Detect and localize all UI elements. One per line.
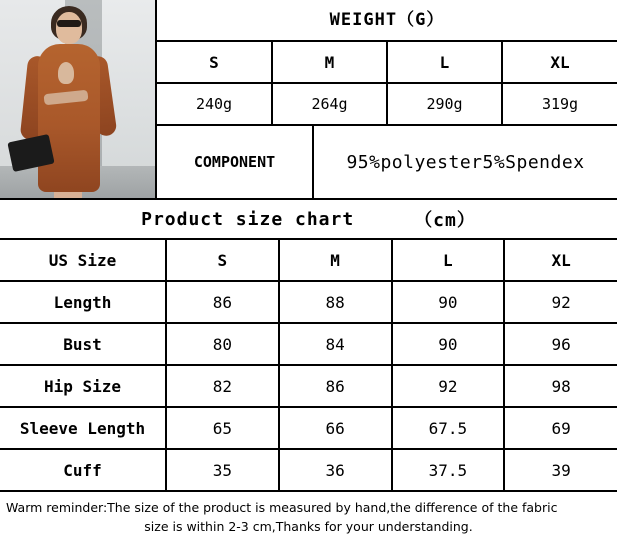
table-header-row: [0, 240, 617, 281]
table-row: [157, 41, 617, 83]
row-label-bust: Bust: [0, 323, 166, 365]
table-row: [0, 281, 617, 323]
cell-hip-l: 92: [392, 365, 505, 407]
top-section: [0, 0, 617, 198]
cell-cuff-xl: 39: [504, 449, 617, 491]
cell-sleeve-s: 65: [166, 407, 279, 449]
dress-keyhole-cutout: [58, 62, 74, 84]
col-header-l: L: [392, 240, 505, 281]
col-header-m: M: [279, 240, 392, 281]
cell-cuff-m: 36: [279, 449, 392, 491]
cell-sleeve-m: 66: [279, 407, 392, 449]
weight-title: WEIGHT（G）: [329, 10, 445, 30]
cell-hip-xl: 98: [504, 365, 617, 407]
cell-length-l: 90: [392, 281, 505, 323]
page-title: Product size chart: [141, 208, 355, 230]
weight-value-l: 290g: [387, 83, 502, 124]
row-label-sleeve-length: Sleeve Length: [0, 407, 166, 449]
col-header-us-size: US Size: [0, 240, 166, 281]
weight-table: [157, 40, 617, 124]
cell-hip-s: 82: [166, 365, 279, 407]
model-head: [56, 12, 82, 44]
note-line-2: size is within 2-3 cm,Thanks for your understanding.: [144, 519, 473, 535]
cell-cuff-l: 37.5: [392, 449, 505, 491]
col-header-s: S: [166, 240, 279, 281]
product-photo: [0, 0, 155, 198]
table-row: [0, 449, 617, 491]
size-chart-title-row: [0, 198, 617, 240]
weight-size-xl: XL: [502, 41, 617, 83]
cell-sleeve-xl: 69: [504, 407, 617, 449]
component-label: COMPONENT: [157, 126, 314, 198]
cell-bust-m: 84: [279, 323, 392, 365]
cell-hip-m: 86: [279, 365, 392, 407]
cell-length-s: 86: [166, 281, 279, 323]
table-row: [0, 365, 617, 407]
size-chart-unit: （cm）: [414, 210, 476, 231]
row-label-hip-size: Hip Size: [0, 365, 166, 407]
weight-size-m: M: [272, 41, 387, 83]
table-row: [157, 83, 617, 124]
cell-bust-s: 80: [166, 323, 279, 365]
warm-reminder-note: [0, 492, 617, 537]
row-label-cuff: Cuff: [0, 449, 166, 491]
table-row: [0, 323, 617, 365]
col-header-xl: XL: [504, 240, 617, 281]
weight-value-m: 264g: [272, 83, 387, 124]
size-chart-table: [0, 240, 617, 492]
cell-length-m: 88: [279, 281, 392, 323]
row-label-length: Length: [0, 281, 166, 323]
note-line-1: Warm reminder:The size of the product is measured by hand,the difference of the fabric: [6, 500, 558, 515]
cell-sleeve-l: 67.5: [392, 407, 505, 449]
weight-size-l: L: [387, 41, 502, 83]
cell-bust-l: 90: [392, 323, 505, 365]
sunglasses-icon: [57, 20, 81, 27]
cell-bust-xl: 96: [504, 323, 617, 365]
weight-value-xl: 319g: [502, 83, 617, 124]
cell-cuff-s: 35: [166, 449, 279, 491]
table-row: [0, 407, 617, 449]
component-row: [157, 124, 617, 198]
weight-size-s: S: [157, 41, 272, 83]
cell-length-xl: 92: [504, 281, 617, 323]
weight-value-s: 240g: [157, 83, 272, 124]
component-value: 95%polyester5%Spendex: [346, 151, 585, 173]
weight-section: [155, 0, 617, 198]
